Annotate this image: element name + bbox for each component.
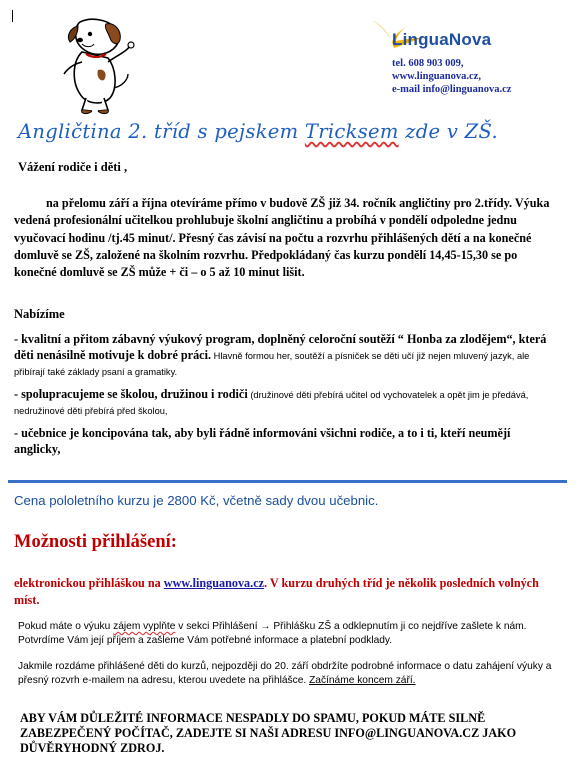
instructions-b: v sekci Přihlášení → Přihlášku ZŠ a odklepnutím ji co nejdříve zašlete k nám. Potvrdíme Vám její příjem a zašleme Vám potřebné informace a platební podklady. <box>18 621 527 646</box>
page-title <box>18 120 498 143</box>
signup-heading: Možnosti přihlášení: <box>14 532 177 552</box>
schedule-info <box>18 660 563 688</box>
intro-text: na přelomu září a října otevíráme přímo v budově ZŠ již 34. ročník angličtiny pro 2.třídy. Výuka vedená profesionální učitelkou prohlubuje školní angličtinu a probíhá v pondělí odpoledne jednu vyučovací hodinu /tj.45 minut/. Přesný čas závisí na počtu a rozvrhu přihlášených dětí a na konečné domluvě se ZŠ, založené na školním rozvrhu. Předpokládaný čas kurzu pondělí 14,45-15,30 se po konečné domluvě se ZŠ může + či – o 5 až 10 minut lišit. <box>14 196 550 280</box>
contact-phone: tel. 608 903 009, <box>392 58 464 69</box>
signup-line-b: . V kurzu druhých tříd je několik posledních volných míst. <box>14 576 539 607</box>
course-price: Cena pololetního kurzu je 2800 Kč, včetně sady dvou učebnic. <box>14 493 379 508</box>
signup-line-a: elektronickou přihláškou na <box>14 576 164 590</box>
offer-bullet-3: - učebnice je koncipována tak, aby byli řádně informováni všichni rodiče, a to i ti, kteří neumějí anglicky, <box>14 426 511 456</box>
signup-electronic <box>14 575 564 609</box>
title-part-2: Tricksem <box>304 120 399 143</box>
signup-link[interactable]: www.linguanova.cz <box>163 576 265 590</box>
signup-instructions <box>18 620 563 648</box>
offer-heading: Nabízíme <box>14 307 65 321</box>
start-note: Začínáme koncem září. <box>309 675 416 686</box>
bullet-1-detail: Hlavně formou her, soutěží a písniček se děti učí již nejen mluvený jazyk, ale přibírají také základy psaní a gramatiky. <box>14 351 530 377</box>
greeting: Vážení rodiče i děti , <box>18 160 128 174</box>
bullet-1-main: - kvalitní a přitom zábavný výukový program, doplněný celoroční soutěží “ Honba za zlodějem“, která děti nenásilně motivuje k dobré práci. <box>14 332 547 362</box>
title-part-3: zde v ZŠ. <box>398 120 498 143</box>
instructions-underlined: zájem vyplňte <box>113 621 176 632</box>
contact-block <box>392 57 511 96</box>
offer-bullet-1 <box>14 331 559 379</box>
bullet-2-detail: (družinové děti přebírá učitel od vychovatelek a opět jim je předává, nedružinové děti přebírá před školou, <box>14 390 529 416</box>
instructions-a: Pokud máte o výuku <box>18 621 114 632</box>
logo-wordmark: LinguaNova <box>392 30 492 49</box>
text-cursor <box>12 10 13 22</box>
dog-trickse-illustration <box>42 12 142 117</box>
contact-email: e-mail info@linguanova.cz <box>392 84 512 95</box>
schedule-text: Jakmile rozdáme přihlášené děti do kurzů, nejpozději do 20. září obdržíte podrobné informace o datu zahájení výuky a přesný rozvrh e-mailem na adresu, kterou uvedete na přihlášce. <box>18 661 552 686</box>
offer-bullet-2 <box>14 386 559 418</box>
title-part-1: Angličtina 2. tříd s pejskem <box>18 120 305 143</box>
section-divider <box>8 480 567 483</box>
contact-website: www.linguanova.cz, <box>392 71 481 82</box>
spam-notice: ABY VÁM DŮLEŽITÉ INFORMACE NESPADLY DO SPAMU, POKUD MÁTE SILNĚ ZABEZPEČENÝ POČÍTAČ, ZADEJTE SI NAŠI ADRESU INFO@LINGUANOVA.CZ JAKO DŮVĚRYHODNÝ ZDROJ. <box>20 711 517 755</box>
bullet-2-main: - spolupracujeme se školou, družinou i rodiči <box>14 387 248 401</box>
intro-paragraph <box>14 195 554 281</box>
